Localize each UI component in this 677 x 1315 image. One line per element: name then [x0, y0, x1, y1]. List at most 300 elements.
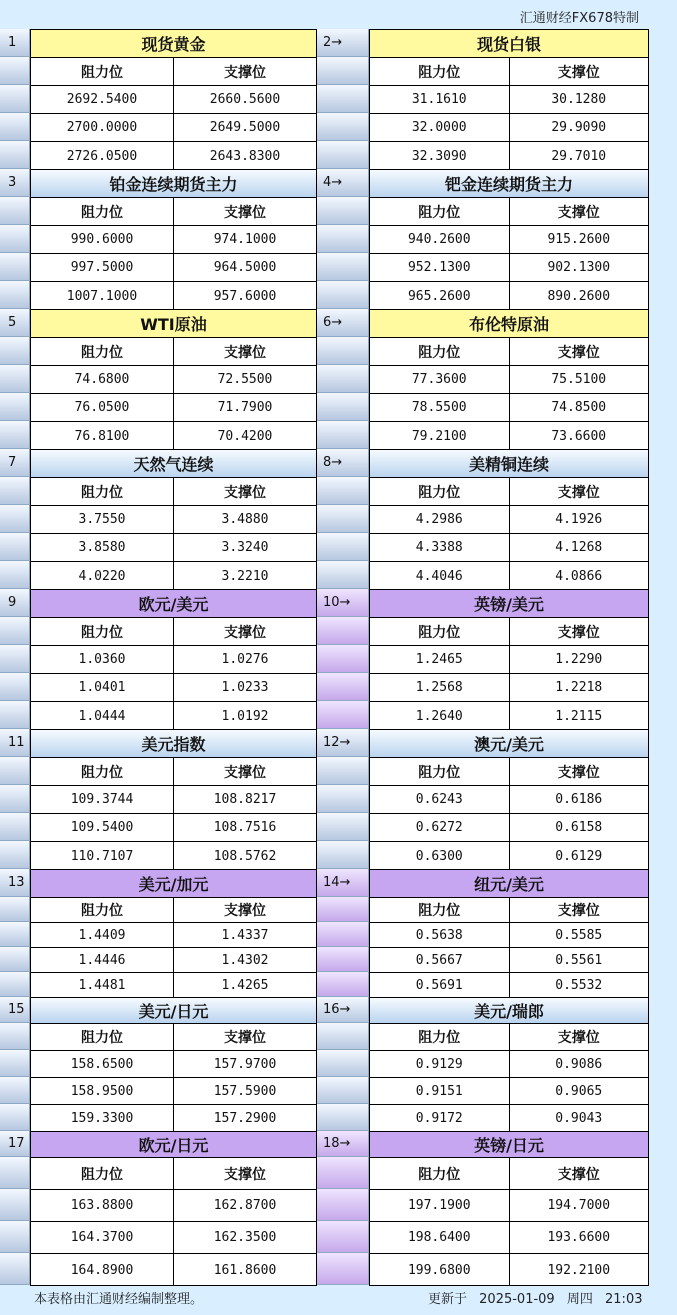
table-row	[31, 1254, 316, 1286]
column-header-row	[31, 758, 316, 786]
table-title: 天然气连续	[31, 450, 316, 478]
table-index-9	[0, 589, 30, 617]
index-gutter-cell	[317, 85, 369, 113]
index-gutter-cell	[0, 645, 30, 673]
support-value: 1.4337	[221, 927, 269, 943]
column-header-row	[31, 1024, 316, 1051]
resistance-header: 阻力位	[31, 1024, 174, 1050]
table-row	[370, 534, 648, 562]
support-value: 162.3500	[213, 1230, 277, 1245]
table-index-15	[0, 997, 30, 1023]
resistance-header: 阻力位	[31, 478, 174, 505]
support-header: 支撑位	[224, 764, 266, 781]
resistance-value: 3.7550	[31, 506, 174, 533]
support-header: 支撑位	[224, 64, 266, 81]
index-gutter-cell	[0, 141, 30, 169]
index-gutter-cell	[317, 1104, 369, 1131]
index-gutter-cell	[0, 813, 30, 841]
index-gutter-cell	[0, 673, 30, 701]
support-value: 1.4302	[221, 952, 269, 968]
level-table	[30, 869, 317, 998]
support-header: 支撑位	[557, 484, 600, 501]
table-row	[370, 114, 648, 142]
resistance-value: 1.2640	[370, 702, 510, 730]
table-title: 美精铜连续	[370, 450, 648, 478]
support-value: 915.2600	[547, 232, 611, 247]
index-gutter-cell	[317, 477, 369, 505]
support-header: 支撑位	[557, 64, 600, 81]
resistance-value: 0.5638	[370, 923, 510, 947]
support-value: 902.1300	[547, 260, 611, 275]
support-value: 4.1268	[555, 540, 603, 555]
table-row	[31, 1190, 316, 1222]
resistance-value: 163.8800	[31, 1190, 174, 1221]
index-gutter-cell	[0, 701, 30, 729]
support-value: 30.1280	[551, 92, 607, 107]
table-row	[31, 86, 316, 114]
level-table	[30, 449, 317, 590]
column-header-row	[31, 338, 316, 366]
table-row	[370, 86, 648, 114]
support-value: 0.5561	[555, 952, 603, 968]
index-gutter-cell	[0, 785, 30, 813]
table-row	[370, 1222, 648, 1254]
resistance-value: 0.5691	[370, 973, 510, 998]
table-index-8	[317, 449, 369, 477]
index-gutter-cell	[0, 1221, 30, 1253]
resistance-value: 1.4481	[31, 973, 174, 998]
index-gutter-cell	[317, 281, 369, 309]
table-title: 美元/瑞郎	[370, 998, 648, 1024]
support-value: 1.0233	[221, 680, 269, 695]
table-row	[31, 226, 316, 254]
index-gutter-cell	[317, 947, 369, 972]
table-index-14	[317, 869, 369, 897]
arrow-icon: →	[331, 315, 343, 330]
table-index-12	[317, 729, 369, 757]
index-gutter-cell	[0, 225, 30, 253]
table-index-4	[317, 169, 369, 197]
support-header: 支撑位	[224, 903, 266, 919]
resistance-value: 1.4446	[31, 948, 174, 972]
table-row	[370, 366, 648, 394]
index-number: 18	[323, 1136, 340, 1151]
column-header-row	[31, 898, 316, 923]
support-value: 974.1000	[213, 232, 277, 247]
table-row	[370, 1254, 648, 1286]
table-row	[31, 973, 316, 998]
arrow-icon: →	[331, 35, 343, 50]
index-gutter-cell	[0, 617, 30, 645]
resistance-value: 76.8100	[31, 422, 174, 450]
table-index-6	[317, 309, 369, 337]
index-gutter-cell	[317, 922, 369, 947]
table-row	[370, 394, 648, 422]
index-gutter-cell	[0, 1189, 30, 1221]
index-gutter-cell	[0, 1104, 30, 1131]
support-header: 支撑位	[557, 1030, 600, 1046]
resistance-value: 940.2600	[370, 226, 510, 253]
level-table	[369, 589, 649, 730]
footer-update	[428, 1288, 642, 1307]
resistance-value: 1.2568	[370, 674, 510, 701]
column-header-row	[370, 198, 648, 226]
table-row	[370, 674, 648, 702]
support-value: 74.8500	[551, 400, 607, 415]
support-value: 0.6158	[555, 820, 603, 835]
resistance-value: 76.0500	[31, 394, 174, 421]
column-header-row	[31, 58, 316, 86]
support-value: 72.5500	[217, 372, 273, 387]
table-row	[370, 814, 648, 842]
table-index-10	[317, 589, 369, 617]
support-value: 2660.5600	[209, 92, 281, 107]
table-row	[370, 1051, 648, 1078]
resistance-value: 0.6243	[370, 786, 510, 813]
support-header: 支撑位	[557, 204, 600, 221]
index-gutter-cell	[317, 701, 369, 729]
index-gutter-cell	[0, 533, 30, 561]
index-gutter-cell	[0, 113, 30, 141]
resistance-value: 952.1300	[370, 254, 510, 281]
index-gutter-cell	[317, 673, 369, 701]
table-row	[31, 142, 316, 170]
index-gutter-cell	[0, 365, 30, 393]
index-gutter-cell	[0, 972, 30, 997]
resistance-header: 阻力位	[370, 58, 510, 85]
index-gutter-cell	[317, 365, 369, 393]
resistance-header: 阻力位	[370, 758, 510, 785]
resistance-value: 1.0401	[31, 674, 174, 701]
support-header: 支撑位	[224, 344, 266, 361]
resistance-value: 32.3090	[370, 142, 510, 170]
table-title: 钯金连续期货主力	[370, 170, 648, 198]
index-gutter-cell	[317, 1221, 369, 1253]
resistance-value: 31.1610	[370, 86, 510, 113]
table-row	[370, 842, 648, 870]
level-table	[369, 449, 649, 590]
resistance-value: 4.2986	[370, 506, 510, 533]
resistance-value: 77.3600	[370, 366, 510, 393]
update-date: 2025-01-09	[479, 1292, 555, 1307]
resistance-header: 阻力位	[370, 478, 510, 505]
level-table	[369, 169, 649, 310]
table-row	[31, 394, 316, 422]
support-value: 29.7010	[551, 148, 607, 164]
index-gutter-cell	[0, 1050, 30, 1077]
support-header: 支撑位	[224, 1166, 266, 1183]
support-value: 161.8600	[213, 1262, 277, 1278]
table-title: 美元/加元	[31, 870, 316, 898]
table-index-16	[317, 997, 369, 1023]
index-number: 7	[8, 455, 17, 470]
level-table	[30, 169, 317, 310]
table-index-5	[0, 309, 30, 337]
index-gutter-cell	[317, 841, 369, 869]
index-gutter-cell	[0, 922, 30, 947]
resistance-header: 阻力位	[31, 58, 174, 85]
support-header: 支撑位	[224, 624, 266, 641]
support-value: 1.2290	[555, 652, 603, 667]
resistance-value: 109.5400	[31, 814, 174, 841]
table-title: 布伦特原油	[370, 310, 648, 338]
resistance-value: 1.4409	[31, 923, 174, 947]
table-row	[370, 973, 648, 998]
resistance-value: 0.9172	[370, 1105, 510, 1132]
column-header-row	[370, 338, 648, 366]
table-row	[31, 923, 316, 948]
column-header-row	[31, 1158, 316, 1190]
index-number: 1	[8, 35, 17, 50]
index-gutter-cell	[317, 561, 369, 589]
index-gutter-cell	[317, 1077, 369, 1104]
support-value: 108.5762	[213, 848, 277, 864]
update-time: 21:03	[605, 1292, 643, 1307]
level-table	[369, 309, 649, 450]
resistance-header: 阻力位	[370, 338, 510, 365]
index-gutter-cell	[317, 421, 369, 449]
resistance-value: 3.8580	[31, 534, 174, 561]
resistance-header: 阻力位	[370, 198, 510, 225]
resistance-value: 4.4046	[370, 562, 510, 590]
index-gutter-cell	[0, 505, 30, 533]
table-row	[370, 226, 648, 254]
resistance-header: 阻力位	[31, 198, 174, 225]
index-gutter-cell	[0, 85, 30, 113]
support-value: 1.2218	[555, 680, 603, 695]
table-row	[370, 1190, 648, 1222]
index-gutter-cell	[317, 813, 369, 841]
index-gutter-cell	[317, 1189, 369, 1221]
support-value: 1.4265	[221, 978, 269, 993]
level-table	[369, 729, 649, 870]
index-gutter-cell	[317, 393, 369, 421]
index-number: 15	[8, 1002, 25, 1017]
support-value: 1.0276	[221, 652, 269, 667]
index-number: 4	[323, 175, 332, 190]
resistance-value: 1.0360	[31, 646, 174, 673]
level-table	[369, 1131, 649, 1286]
table-row	[370, 562, 648, 590]
column-header-row	[31, 198, 316, 226]
level-table	[30, 997, 317, 1132]
index-number: 17	[8, 1136, 25, 1151]
resistance-value: 1.0444	[31, 702, 174, 730]
table-row	[370, 422, 648, 450]
table-row	[370, 1105, 648, 1132]
index-number: 3	[8, 175, 17, 190]
support-value: 108.8217	[213, 792, 277, 807]
index-gutter-cell	[0, 393, 30, 421]
resistance-value: 74.6800	[31, 366, 174, 393]
support-value: 162.8700	[213, 1198, 277, 1213]
resistance-value: 1007.1000	[31, 282, 174, 310]
update-weekday: 周四	[566, 1292, 593, 1307]
index-gutter-cell	[317, 1253, 369, 1285]
resistance-header: 阻力位	[31, 618, 174, 645]
index-number: 14	[323, 875, 340, 890]
support-value: 108.7516	[213, 820, 277, 835]
support-value: 157.9700	[213, 1056, 277, 1072]
resistance-value: 0.9129	[370, 1051, 510, 1077]
resistance-header: 阻力位	[370, 898, 510, 922]
support-header: 支撑位	[224, 484, 266, 501]
arrow-icon: →	[339, 875, 351, 890]
support-value: 0.5532	[555, 978, 603, 993]
footer-note: 本表格由汇通财经编制整理。	[34, 1292, 204, 1307]
table-title: 现货黄金	[31, 30, 316, 58]
resistance-value: 1.2465	[370, 646, 510, 673]
index-gutter-cell	[317, 645, 369, 673]
index-number: 2	[323, 35, 332, 50]
level-table	[30, 589, 317, 730]
resistance-value: 0.5667	[370, 948, 510, 972]
table-row	[31, 786, 316, 814]
resistance-header: 阻力位	[31, 1158, 174, 1189]
index-gutter-cell	[0, 1253, 30, 1285]
resistance-value: 164.3700	[31, 1222, 174, 1253]
index-gutter-cell	[0, 253, 30, 281]
resistance-value: 2726.0500	[31, 142, 174, 170]
support-value: 0.6129	[555, 848, 603, 864]
column-header-row	[31, 618, 316, 646]
support-value: 0.9086	[555, 1056, 603, 1072]
arrow-icon: →	[339, 1136, 351, 1151]
support-header: 支撑位	[557, 764, 600, 781]
brand-label: 汇通财经FX678特制	[519, 11, 639, 26]
level-table	[369, 29, 649, 170]
resistance-value: 197.1900	[370, 1190, 510, 1221]
table-row	[370, 1078, 648, 1105]
table-index-11	[0, 729, 30, 757]
resistance-value: 2692.5400	[31, 86, 174, 113]
resistance-value: 4.3388	[370, 534, 510, 561]
index-gutter-cell	[0, 337, 30, 365]
column-header-row	[370, 478, 648, 506]
resistance-value: 997.5000	[31, 254, 174, 281]
resistance-value: 164.8900	[31, 1254, 174, 1286]
table-row	[370, 702, 648, 730]
table-row	[370, 282, 648, 310]
resistance-value: 110.7107	[31, 842, 174, 870]
resistance-value: 0.6300	[370, 842, 510, 870]
support-header: 支撑位	[557, 344, 600, 361]
table-row	[31, 562, 316, 590]
column-header-row	[370, 1024, 648, 1051]
column-header-row	[370, 758, 648, 786]
resistance-header: 阻力位	[31, 338, 174, 365]
index-gutter-cell	[317, 897, 369, 922]
support-value: 3.4880	[221, 512, 269, 527]
resistance-value: 158.9500	[31, 1078, 174, 1104]
arrow-icon: →	[331, 455, 343, 470]
resistance-value: 78.5500	[370, 394, 510, 421]
support-value: 194.7000	[547, 1198, 611, 1213]
support-value: 157.2900	[213, 1111, 277, 1126]
index-gutter-cell	[317, 505, 369, 533]
resistance-value: 159.3300	[31, 1105, 174, 1132]
support-value: 71.7900	[217, 400, 273, 415]
table-row	[31, 254, 316, 282]
index-gutter-cell	[0, 841, 30, 869]
table-title: 铂金连续期货主力	[31, 170, 316, 198]
index-number: 9	[8, 595, 17, 610]
table-row	[370, 923, 648, 948]
support-value: 0.6186	[555, 792, 603, 807]
support-value: 0.9043	[555, 1111, 603, 1126]
table-row	[31, 1105, 316, 1132]
resistance-value: 965.2600	[370, 282, 510, 310]
index-gutter-cell	[0, 281, 30, 309]
resistance-header: 阻力位	[370, 1024, 510, 1050]
arrow-icon: →	[339, 595, 351, 610]
column-header-row	[370, 58, 648, 86]
support-value: 193.6600	[547, 1230, 611, 1245]
table-row	[31, 842, 316, 870]
resistance-header: 阻力位	[31, 758, 174, 785]
resistance-header: 阻力位	[370, 1158, 510, 1189]
index-gutter-cell	[0, 897, 30, 922]
support-value: 0.5585	[555, 927, 603, 943]
support-value: 2643.8300	[209, 148, 281, 164]
level-table	[30, 29, 317, 170]
table-row	[31, 1222, 316, 1254]
support-value: 70.4200	[217, 428, 273, 444]
table-row	[370, 646, 648, 674]
column-header-row	[31, 478, 316, 506]
index-gutter-cell	[317, 197, 369, 225]
table-row	[31, 1051, 316, 1078]
index-gutter-cell	[317, 533, 369, 561]
table-row	[31, 814, 316, 842]
column-header-row	[370, 618, 648, 646]
index-gutter-cell	[317, 57, 369, 85]
arrow-icon: →	[331, 175, 343, 190]
table-row	[370, 142, 648, 170]
table-title: 欧元/日元	[31, 1132, 316, 1158]
table-index-18	[317, 1131, 369, 1157]
resistance-value: 990.6000	[31, 226, 174, 253]
index-gutter-cell	[317, 113, 369, 141]
support-value: 4.0866	[555, 568, 603, 584]
table-index-13	[0, 869, 30, 897]
index-gutter-cell	[0, 561, 30, 589]
table-title: 美元/日元	[31, 998, 316, 1024]
column-header-row	[370, 1158, 648, 1190]
index-gutter-cell	[317, 757, 369, 785]
index-gutter-cell	[0, 1023, 30, 1050]
support-value: 1.0192	[221, 708, 269, 724]
column-header-row	[370, 898, 648, 923]
index-number: 8	[323, 455, 332, 470]
resistance-value: 4.0220	[31, 562, 174, 590]
support-value: 964.5000	[213, 260, 277, 275]
table-index-7	[0, 449, 30, 477]
level-table	[369, 997, 649, 1132]
table-title: 英镑/美元	[370, 590, 648, 618]
support-value: 3.2210	[221, 568, 269, 584]
index-gutter-cell	[0, 477, 30, 505]
table-row	[31, 534, 316, 562]
resistance-header: 阻力位	[31, 898, 174, 922]
support-header: 支撑位	[557, 903, 600, 919]
level-table	[30, 309, 317, 450]
table-title: 英镑/日元	[370, 1132, 648, 1158]
support-header: 支撑位	[224, 204, 266, 221]
support-value: 890.2600	[547, 288, 611, 304]
resistance-value: 158.6500	[31, 1051, 174, 1077]
index-gutter-cell	[317, 225, 369, 253]
